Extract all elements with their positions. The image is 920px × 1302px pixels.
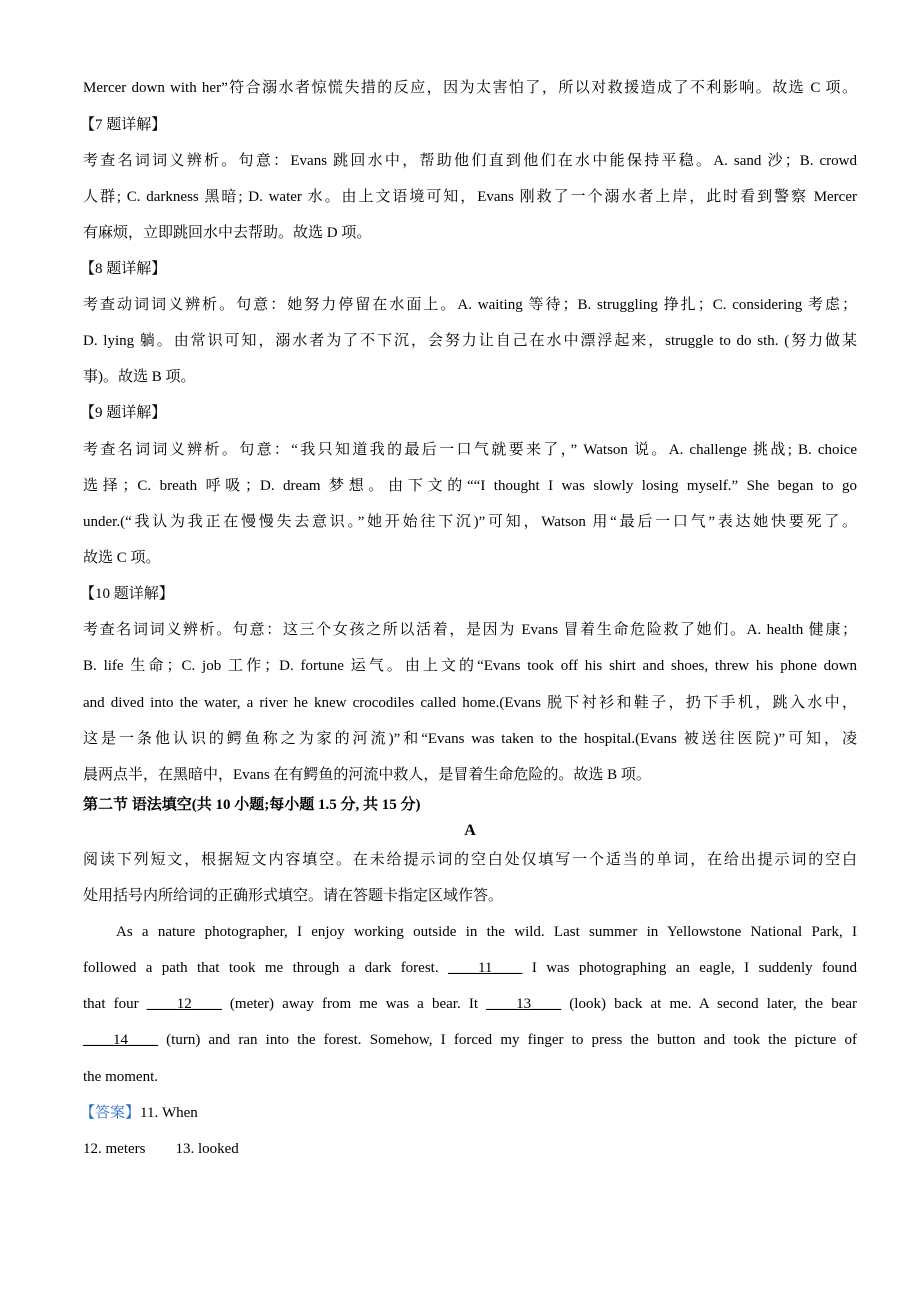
analysis-line: 人群; C. darkness 黑暗; D. water 水。由上文语境可知，Evans 刚救了一个溺水者上岸，此时看到警察 Mercer bbox=[83, 189, 857, 205]
analysis-line: and dived into the water, a river he knew crocodiles called home.(Evans 脱下衬衫和鞋子，扔下手机，跳入水中， bbox=[83, 695, 857, 711]
text: (look) back at me. A second later, the bear bbox=[561, 996, 857, 1012]
passage-line: the moment. bbox=[83, 1069, 158, 1085]
question-heading: 【7 题详解】 bbox=[80, 117, 167, 133]
analysis-line: 晨两点半，在黑暗中，Evans 在有鳄鱼的河流中救人，是冒着生命危险的。故选 B 项。 bbox=[83, 767, 651, 783]
analysis-line: 有麻烦，立即跳回水中去帮助。故选 D 项。 bbox=[83, 225, 372, 241]
blank-11: ____11____ bbox=[447, 960, 523, 976]
analysis-line: 事)。故选 B 项。 bbox=[83, 369, 196, 385]
question-heading: 【8 题详解】 bbox=[80, 261, 167, 277]
blank-14: ____14____ bbox=[83, 1032, 158, 1048]
analysis-line: Mercer down with her”符合溺水者惊慌失措的反应，因为太害怕了，所以对救援造成了不利影响。故选 C 项。 bbox=[83, 80, 857, 96]
passage-line bbox=[83, 1030, 857, 1050]
analysis-line: D. lying 躺。由常识可知，溺水者为了不下沉，会努力让自己在水中漂浮起来，struggle to do sth. (努力做某 bbox=[83, 333, 857, 349]
question-heading: 【9 题详解】 bbox=[80, 405, 167, 421]
section-heading: 第二节 语法填空(共 10 小题;每小题 1.5 分, 共 15 分) bbox=[83, 797, 421, 813]
answer-13: 13. looked bbox=[175, 1141, 239, 1157]
answer-12: 12. meters bbox=[83, 1141, 146, 1157]
instructions-line: 处用括号内所给词的正确形式填空。请在答题卡指定区域作答。 bbox=[83, 888, 504, 904]
instructions-line: 阅读下列短文，根据短文内容填空。在未给提示词的空白处仅填写一个适当的单词，在给出提示词的空白 bbox=[83, 852, 857, 868]
analysis-line: under.(“我认为我正在慢慢失去意识。”她开始往下沉)”可知，Watson 用“最后一口气”表达她快要死了。 bbox=[83, 514, 857, 530]
text: (turn) and ran into the forest. Somehow, I forced my finger to press the button and took the picture of bbox=[158, 1032, 857, 1048]
question-heading: 【10 题详解】 bbox=[80, 586, 174, 602]
analysis-line: 选择；C. breath 呼吸；D. dream 梦想。由下文的““I thought I was slowly losing myself.” She began to go bbox=[83, 478, 857, 494]
analysis-line: 考查名词词义辨析。句意：Evans 跳回水中，帮助他们直到他们在水中能保持平稳。A. sand 沙；B. crowd bbox=[83, 153, 857, 169]
analysis-line: B. life 生命；C. job 工作；D. fortune 运气。由上文的“Evans took off his shirt and shoes, threw his phone down bbox=[83, 658, 857, 674]
blank-12: ____12____ bbox=[146, 996, 222, 1012]
passage-line: As a nature photographer, I enjoy working outside in the wild. Last summer in Yellowstone National Park, I bbox=[116, 924, 857, 940]
answer-label: 【答案】 bbox=[80, 1105, 141, 1121]
text: that four bbox=[83, 996, 147, 1012]
passage-line bbox=[83, 958, 857, 978]
text: followed a path that took me through a dark forest. bbox=[83, 960, 448, 976]
analysis-line: 考查动词词义辨析。句意：她努力停留在水面上。A. waiting 等待；B. struggling 挣扎；C. considering 考虑； bbox=[83, 297, 857, 313]
answer-11: 11. When bbox=[140, 1105, 198, 1121]
text: I was photographing an eagle, I suddenly found bbox=[522, 960, 857, 976]
analysis-line: 故选 C 项。 bbox=[83, 550, 161, 566]
analysis-line: 考查名词词义辨析。句意：“我只知道我的最后一口气就要来了，” Watson 说。A. challenge 挑战; B. choice bbox=[83, 442, 857, 458]
blank-13: ____13____ bbox=[486, 996, 562, 1012]
text: (meter) away from me was a bear. It bbox=[221, 996, 487, 1012]
answer-line bbox=[80, 1103, 854, 1123]
part-label: A bbox=[464, 822, 476, 839]
analysis-line: 这是一条他认识的鳄鱼称之为家的河流)”和“Evans was taken to the hospital.(Evans 被送往医院)”可知，凌 bbox=[83, 731, 857, 747]
answer-line bbox=[83, 1139, 857, 1159]
analysis-line: 考查名词词义辨析。句意：这三个女孩之所以活着，是因为 Evans 冒着生命危险救了她们。A. health 健康； bbox=[83, 622, 857, 638]
passage-line bbox=[83, 994, 857, 1014]
